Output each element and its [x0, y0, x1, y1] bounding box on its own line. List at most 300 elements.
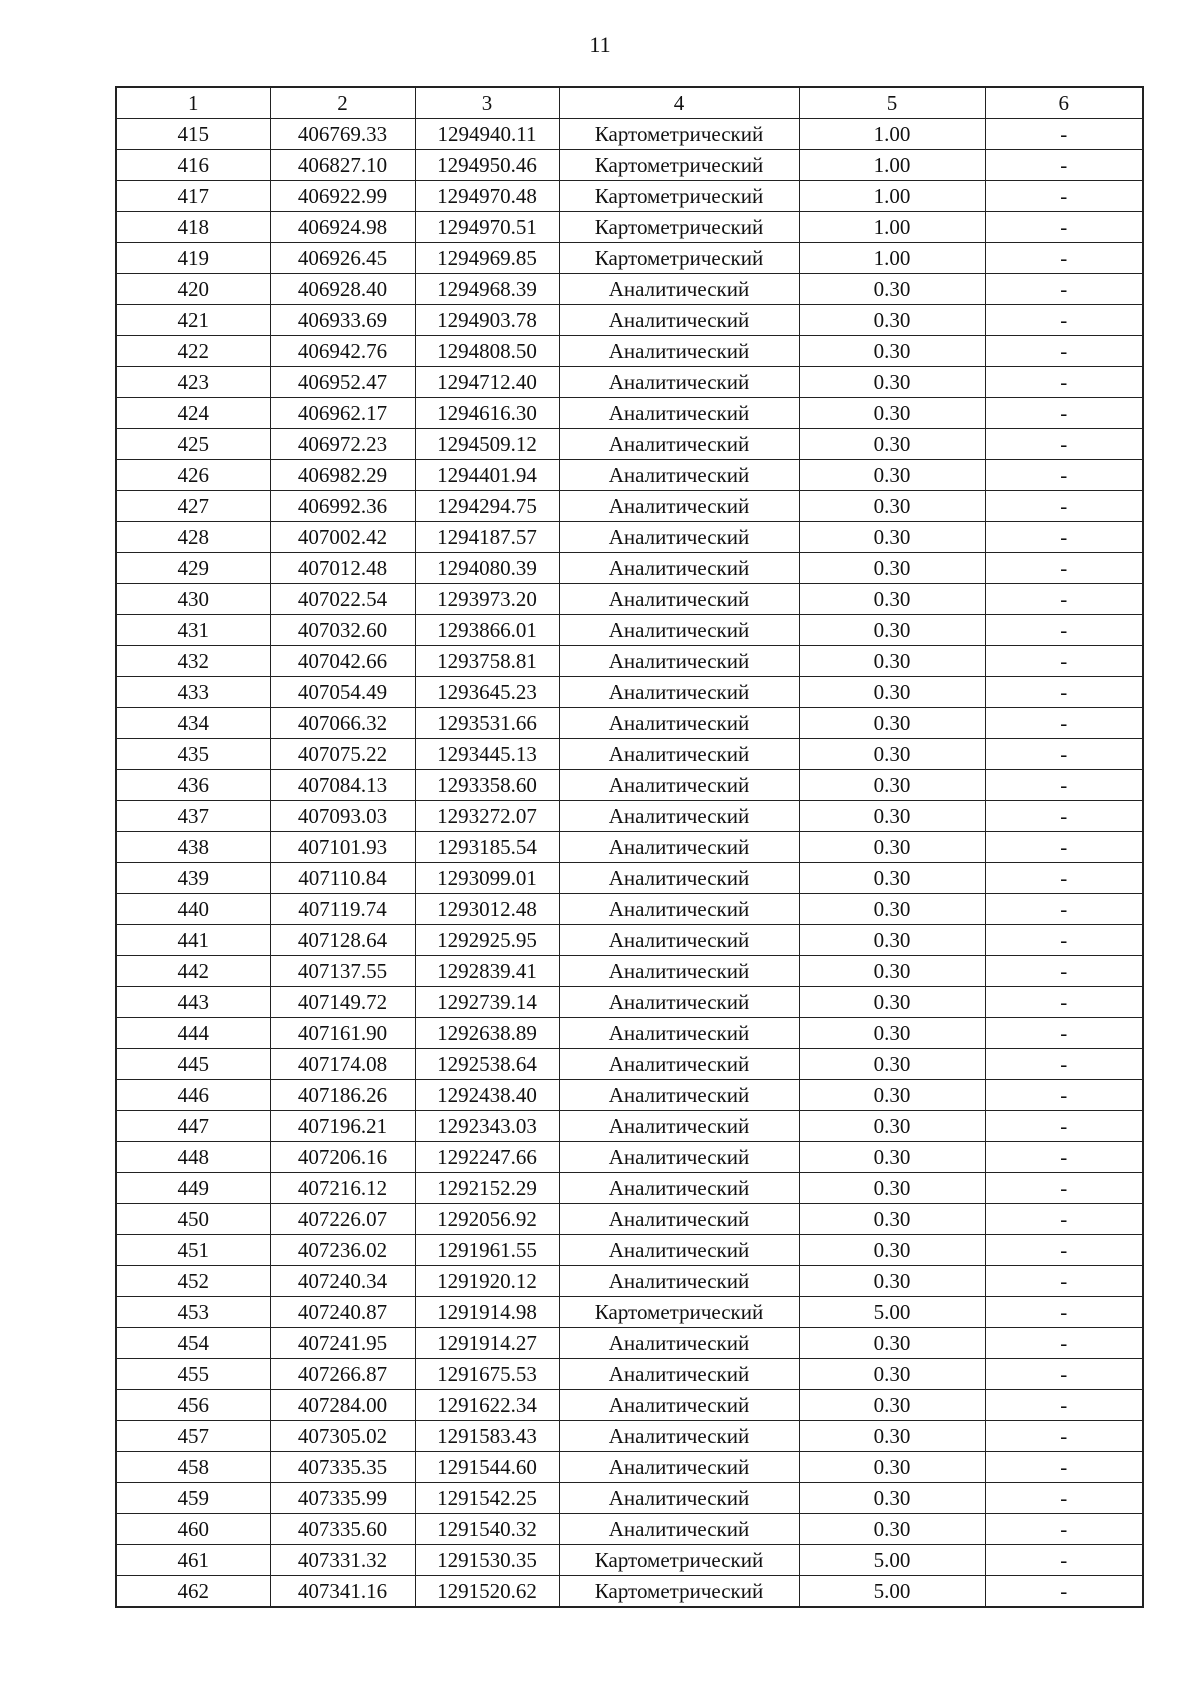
accuracy-cell: 0.30	[799, 832, 985, 863]
point-number-cell: 433	[116, 677, 270, 708]
method-cell: Аналитический	[559, 336, 799, 367]
accuracy-cell: 5.00	[799, 1297, 985, 1328]
y-coordinate-cell: 1293272.07	[415, 801, 559, 832]
accuracy-cell: 1.00	[799, 181, 985, 212]
x-coordinate-cell: 407240.34	[270, 1266, 415, 1297]
point-number-cell: 430	[116, 584, 270, 615]
y-coordinate-cell: 1293358.60	[415, 770, 559, 801]
point-number-cell: 454	[116, 1328, 270, 1359]
column-header: 2	[270, 87, 415, 119]
method-cell: Аналитический	[559, 1080, 799, 1111]
column-header: 4	[559, 87, 799, 119]
accuracy-cell: 1.00	[799, 150, 985, 181]
point-number-cell: 415	[116, 119, 270, 150]
point-number-cell: 444	[116, 1018, 270, 1049]
table-row	[116, 1359, 1143, 1390]
method-cell: Аналитический	[559, 1204, 799, 1235]
accuracy-cell: 0.30	[799, 367, 985, 398]
table-row	[116, 1452, 1143, 1483]
note-cell: -	[985, 1018, 1143, 1049]
method-cell: Аналитический	[559, 1421, 799, 1452]
note-cell: -	[985, 1111, 1143, 1142]
method-cell: Картометрический	[559, 1297, 799, 1328]
table-row	[116, 615, 1143, 646]
x-coordinate-cell: 407236.02	[270, 1235, 415, 1266]
note-cell: -	[985, 1266, 1143, 1297]
point-number-cell: 449	[116, 1173, 270, 1204]
method-cell: Аналитический	[559, 1235, 799, 1266]
column-header: 3	[415, 87, 559, 119]
point-number-cell: 427	[116, 491, 270, 522]
table-header	[116, 87, 1143, 119]
y-coordinate-cell: 1291542.25	[415, 1483, 559, 1514]
accuracy-cell: 0.30	[799, 677, 985, 708]
note-cell: -	[985, 615, 1143, 646]
x-coordinate-cell: 407335.99	[270, 1483, 415, 1514]
table-row	[116, 150, 1143, 181]
accuracy-cell: 0.30	[799, 1514, 985, 1545]
x-coordinate-cell: 406769.33	[270, 119, 415, 150]
method-cell: Аналитический	[559, 646, 799, 677]
note-cell: -	[985, 1235, 1143, 1266]
table-row	[116, 739, 1143, 770]
note-cell: -	[985, 1173, 1143, 1204]
note-cell: -	[985, 1204, 1143, 1235]
x-coordinate-cell: 407206.16	[270, 1142, 415, 1173]
point-number-cell: 425	[116, 429, 270, 460]
point-number-cell: 447	[116, 1111, 270, 1142]
method-cell: Аналитический	[559, 1049, 799, 1080]
note-cell: -	[985, 739, 1143, 770]
note-cell: -	[985, 553, 1143, 584]
method-cell: Аналитический	[559, 1514, 799, 1545]
point-number-cell: 437	[116, 801, 270, 832]
note-cell: -	[985, 832, 1143, 863]
x-coordinate-cell: 407012.48	[270, 553, 415, 584]
y-coordinate-cell: 1291920.12	[415, 1266, 559, 1297]
method-cell: Аналитический	[559, 553, 799, 584]
x-coordinate-cell: 407042.66	[270, 646, 415, 677]
y-coordinate-cell: 1291675.53	[415, 1359, 559, 1390]
point-number-cell: 423	[116, 367, 270, 398]
table-row	[116, 708, 1143, 739]
y-coordinate-cell: 1291544.60	[415, 1452, 559, 1483]
point-number-cell: 435	[116, 739, 270, 770]
method-cell: Аналитический	[559, 1452, 799, 1483]
table-row	[116, 584, 1143, 615]
point-number-cell: 417	[116, 181, 270, 212]
method-cell: Картометрический	[559, 1545, 799, 1576]
point-number-cell: 452	[116, 1266, 270, 1297]
method-cell: Картометрический	[559, 1576, 799, 1608]
method-cell: Аналитический	[559, 1483, 799, 1514]
point-number-cell: 448	[116, 1142, 270, 1173]
point-number-cell: 462	[116, 1576, 270, 1608]
x-coordinate-cell: 407241.95	[270, 1328, 415, 1359]
accuracy-cell: 0.30	[799, 336, 985, 367]
y-coordinate-cell: 1294970.48	[415, 181, 559, 212]
table-row	[116, 553, 1143, 584]
method-cell: Аналитический	[559, 305, 799, 336]
accuracy-cell: 0.30	[799, 1483, 985, 1514]
point-number-cell: 428	[116, 522, 270, 553]
y-coordinate-cell: 1293645.23	[415, 677, 559, 708]
note-cell: -	[985, 708, 1143, 739]
method-cell: Аналитический	[559, 832, 799, 863]
method-cell: Аналитический	[559, 429, 799, 460]
method-cell: Аналитический	[559, 522, 799, 553]
y-coordinate-cell: 1292247.66	[415, 1142, 559, 1173]
note-cell: -	[985, 522, 1143, 553]
point-number-cell: 439	[116, 863, 270, 894]
table-row	[116, 212, 1143, 243]
y-coordinate-cell: 1292839.41	[415, 956, 559, 987]
method-cell: Аналитический	[559, 1111, 799, 1142]
note-cell: -	[985, 956, 1143, 987]
y-coordinate-cell: 1291961.55	[415, 1235, 559, 1266]
table-row	[116, 1266, 1143, 1297]
table-row	[116, 367, 1143, 398]
table-row	[116, 429, 1143, 460]
y-coordinate-cell: 1291622.34	[415, 1390, 559, 1421]
x-coordinate-cell: 407335.60	[270, 1514, 415, 1545]
point-number-cell: 457	[116, 1421, 270, 1452]
accuracy-cell: 0.30	[799, 1173, 985, 1204]
accuracy-cell: 0.30	[799, 1452, 985, 1483]
x-coordinate-cell: 407110.84	[270, 863, 415, 894]
method-cell: Аналитический	[559, 987, 799, 1018]
note-cell: -	[985, 987, 1143, 1018]
method-cell: Аналитический	[559, 1266, 799, 1297]
y-coordinate-cell: 1291914.98	[415, 1297, 559, 1328]
x-coordinate-cell: 407305.02	[270, 1421, 415, 1452]
method-cell: Аналитический	[559, 894, 799, 925]
note-cell: -	[985, 1514, 1143, 1545]
note-cell: -	[985, 119, 1143, 150]
method-cell: Аналитический	[559, 1390, 799, 1421]
note-cell: -	[985, 1390, 1143, 1421]
y-coordinate-cell: 1294970.51	[415, 212, 559, 243]
table-row	[116, 646, 1143, 677]
note-cell: -	[985, 1452, 1143, 1483]
y-coordinate-cell: 1292438.40	[415, 1080, 559, 1111]
y-coordinate-cell: 1292538.64	[415, 1049, 559, 1080]
y-coordinate-cell: 1291583.43	[415, 1421, 559, 1452]
accuracy-cell: 0.30	[799, 1421, 985, 1452]
point-number-cell: 440	[116, 894, 270, 925]
note-cell: -	[985, 305, 1143, 336]
point-number-cell: 420	[116, 274, 270, 305]
accuracy-cell: 0.30	[799, 1204, 985, 1235]
accuracy-cell: 0.30	[799, 863, 985, 894]
y-coordinate-cell: 1292152.29	[415, 1173, 559, 1204]
table-row	[116, 894, 1143, 925]
x-coordinate-cell: 406926.45	[270, 243, 415, 274]
accuracy-cell: 0.30	[799, 1390, 985, 1421]
method-cell: Аналитический	[559, 1328, 799, 1359]
note-cell: -	[985, 1483, 1143, 1514]
accuracy-cell: 5.00	[799, 1576, 985, 1608]
accuracy-cell: 0.30	[799, 801, 985, 832]
x-coordinate-cell: 407196.21	[270, 1111, 415, 1142]
y-coordinate-cell: 1291520.62	[415, 1576, 559, 1608]
x-coordinate-cell: 407054.49	[270, 677, 415, 708]
method-cell: Аналитический	[559, 460, 799, 491]
accuracy-cell: 0.30	[799, 553, 985, 584]
method-cell: Картометрический	[559, 243, 799, 274]
x-coordinate-cell: 407266.87	[270, 1359, 415, 1390]
table-row	[116, 460, 1143, 491]
method-cell: Аналитический	[559, 1359, 799, 1390]
accuracy-cell: 1.00	[799, 243, 985, 274]
x-coordinate-cell: 407101.93	[270, 832, 415, 863]
accuracy-cell: 0.30	[799, 398, 985, 429]
note-cell: -	[985, 1576, 1143, 1608]
column-header: 1	[116, 87, 270, 119]
point-number-cell: 450	[116, 1204, 270, 1235]
header-row	[116, 87, 1143, 119]
y-coordinate-cell: 1294401.94	[415, 460, 559, 491]
x-coordinate-cell: 406933.69	[270, 305, 415, 336]
y-coordinate-cell: 1292056.92	[415, 1204, 559, 1235]
note-cell: -	[985, 1359, 1143, 1390]
note-cell: -	[985, 1328, 1143, 1359]
point-number-cell: 443	[116, 987, 270, 1018]
point-number-cell: 456	[116, 1390, 270, 1421]
table-row	[116, 1080, 1143, 1111]
y-coordinate-cell: 1291914.27	[415, 1328, 559, 1359]
x-coordinate-cell: 407240.87	[270, 1297, 415, 1328]
y-coordinate-cell: 1292343.03	[415, 1111, 559, 1142]
point-number-cell: 421	[116, 305, 270, 336]
y-coordinate-cell: 1291530.35	[415, 1545, 559, 1576]
y-coordinate-cell: 1294712.40	[415, 367, 559, 398]
point-number-cell: 431	[116, 615, 270, 646]
accuracy-cell: 0.30	[799, 925, 985, 956]
x-coordinate-cell: 407341.16	[270, 1576, 415, 1608]
x-coordinate-cell: 407119.74	[270, 894, 415, 925]
note-cell: -	[985, 1080, 1143, 1111]
y-coordinate-cell: 1294080.39	[415, 553, 559, 584]
accuracy-cell: 0.30	[799, 1359, 985, 1390]
note-cell: -	[985, 367, 1143, 398]
point-number-cell: 438	[116, 832, 270, 863]
accuracy-cell: 1.00	[799, 212, 985, 243]
column-header: 6	[985, 87, 1143, 119]
table-row	[116, 1576, 1143, 1608]
method-cell: Аналитический	[559, 491, 799, 522]
note-cell: -	[985, 1421, 1143, 1452]
method-cell: Аналитический	[559, 956, 799, 987]
point-number-cell: 446	[116, 1080, 270, 1111]
method-cell: Картометрический	[559, 150, 799, 181]
y-coordinate-cell: 1294509.12	[415, 429, 559, 460]
point-number-cell: 460	[116, 1514, 270, 1545]
accuracy-cell: 0.30	[799, 274, 985, 305]
accuracy-cell: 0.30	[799, 956, 985, 987]
x-coordinate-cell: 406972.23	[270, 429, 415, 460]
method-cell: Аналитический	[559, 801, 799, 832]
accuracy-cell: 0.30	[799, 1111, 985, 1142]
y-coordinate-cell: 1292925.95	[415, 925, 559, 956]
x-coordinate-cell: 407149.72	[270, 987, 415, 1018]
y-coordinate-cell: 1294616.30	[415, 398, 559, 429]
table-row	[116, 987, 1143, 1018]
note-cell: -	[985, 398, 1143, 429]
accuracy-cell: 0.30	[799, 460, 985, 491]
table-row	[116, 1328, 1143, 1359]
y-coordinate-cell: 1293012.48	[415, 894, 559, 925]
table-row	[116, 243, 1143, 274]
table-row	[116, 1514, 1143, 1545]
x-coordinate-cell: 407284.00	[270, 1390, 415, 1421]
y-coordinate-cell: 1294187.57	[415, 522, 559, 553]
y-coordinate-cell: 1292739.14	[415, 987, 559, 1018]
table-row	[116, 1111, 1143, 1142]
note-cell: -	[985, 646, 1143, 677]
point-number-cell: 441	[116, 925, 270, 956]
point-number-cell: 429	[116, 553, 270, 584]
accuracy-cell: 0.30	[799, 1080, 985, 1111]
accuracy-cell: 0.30	[799, 1235, 985, 1266]
point-number-cell: 458	[116, 1452, 270, 1483]
accuracy-cell: 0.30	[799, 1142, 985, 1173]
page-number: 11	[589, 32, 611, 57]
x-coordinate-cell: 407128.64	[270, 925, 415, 956]
note-cell: -	[985, 181, 1143, 212]
note-cell: -	[985, 584, 1143, 615]
x-coordinate-cell: 406952.47	[270, 367, 415, 398]
x-coordinate-cell: 407186.26	[270, 1080, 415, 1111]
y-coordinate-cell: 1293973.20	[415, 584, 559, 615]
table-row	[116, 1204, 1143, 1235]
accuracy-cell: 0.30	[799, 522, 985, 553]
y-coordinate-cell: 1292638.89	[415, 1018, 559, 1049]
x-coordinate-cell: 406922.99	[270, 181, 415, 212]
y-coordinate-cell: 1293531.66	[415, 708, 559, 739]
y-coordinate-cell: 1294903.78	[415, 305, 559, 336]
table-row	[116, 1545, 1143, 1576]
accuracy-cell: 0.30	[799, 770, 985, 801]
table-row	[116, 956, 1143, 987]
method-cell: Аналитический	[559, 615, 799, 646]
accuracy-cell: 0.30	[799, 894, 985, 925]
accuracy-cell: 0.30	[799, 491, 985, 522]
accuracy-cell: 0.30	[799, 1018, 985, 1049]
note-cell: -	[985, 1297, 1143, 1328]
table-body	[116, 119, 1143, 1608]
point-number-cell: 461	[116, 1545, 270, 1576]
x-coordinate-cell: 407066.32	[270, 708, 415, 739]
point-number-cell: 459	[116, 1483, 270, 1514]
point-number-cell: 455	[116, 1359, 270, 1390]
method-cell: Аналитический	[559, 1173, 799, 1204]
note-cell: -	[985, 894, 1143, 925]
note-cell: -	[985, 336, 1143, 367]
x-coordinate-cell: 406942.76	[270, 336, 415, 367]
method-cell: Аналитический	[559, 367, 799, 398]
accuracy-cell: 0.30	[799, 615, 985, 646]
accuracy-cell: 0.30	[799, 1266, 985, 1297]
x-coordinate-cell: 407226.07	[270, 1204, 415, 1235]
x-coordinate-cell: 407335.35	[270, 1452, 415, 1483]
table-row	[116, 1235, 1143, 1266]
point-number-cell: 422	[116, 336, 270, 367]
point-number-cell: 416	[116, 150, 270, 181]
method-cell: Аналитический	[559, 677, 799, 708]
x-coordinate-cell: 407093.03	[270, 801, 415, 832]
y-coordinate-cell: 1294294.75	[415, 491, 559, 522]
table-row	[116, 491, 1143, 522]
method-cell: Картометрический	[559, 119, 799, 150]
note-cell: -	[985, 460, 1143, 491]
point-number-cell: 442	[116, 956, 270, 987]
note-cell: -	[985, 274, 1143, 305]
table-row	[116, 1421, 1143, 1452]
y-coordinate-cell: 1293758.81	[415, 646, 559, 677]
point-number-cell: 426	[116, 460, 270, 491]
method-cell: Картометрический	[559, 212, 799, 243]
x-coordinate-cell: 407331.32	[270, 1545, 415, 1576]
note-cell: -	[985, 212, 1143, 243]
method-cell: Аналитический	[559, 1018, 799, 1049]
column-header: 5	[799, 87, 985, 119]
x-coordinate-cell: 407022.54	[270, 584, 415, 615]
table-row	[116, 1483, 1143, 1514]
y-coordinate-cell: 1293185.54	[415, 832, 559, 863]
note-cell: -	[985, 150, 1143, 181]
note-cell: -	[985, 1049, 1143, 1080]
method-cell: Аналитический	[559, 863, 799, 894]
accuracy-cell: 1.00	[799, 119, 985, 150]
method-cell: Аналитический	[559, 925, 799, 956]
accuracy-cell: 0.30	[799, 646, 985, 677]
method-cell: Аналитический	[559, 274, 799, 305]
x-coordinate-cell: 406982.29	[270, 460, 415, 491]
point-number-cell: 418	[116, 212, 270, 243]
table-row	[116, 1018, 1143, 1049]
table-row	[116, 801, 1143, 832]
method-cell: Аналитический	[559, 1142, 799, 1173]
x-coordinate-cell: 407084.13	[270, 770, 415, 801]
accuracy-cell: 0.30	[799, 739, 985, 770]
method-cell: Аналитический	[559, 739, 799, 770]
y-coordinate-cell: 1291540.32	[415, 1514, 559, 1545]
table-row	[116, 677, 1143, 708]
accuracy-cell: 0.30	[799, 305, 985, 336]
note-cell: -	[985, 801, 1143, 832]
accuracy-cell: 0.30	[799, 708, 985, 739]
point-number-cell: 453	[116, 1297, 270, 1328]
accuracy-cell: 0.30	[799, 429, 985, 460]
accuracy-cell: 0.30	[799, 1328, 985, 1359]
accuracy-cell: 0.30	[799, 987, 985, 1018]
table-row	[116, 832, 1143, 863]
note-cell: -	[985, 677, 1143, 708]
table-row	[116, 305, 1143, 336]
table-row	[116, 1390, 1143, 1421]
table-row	[116, 336, 1143, 367]
accuracy-cell: 0.30	[799, 584, 985, 615]
x-coordinate-cell: 407174.08	[270, 1049, 415, 1080]
x-coordinate-cell: 407161.90	[270, 1018, 415, 1049]
table-row	[116, 398, 1143, 429]
point-number-cell: 451	[116, 1235, 270, 1266]
x-coordinate-cell: 407216.12	[270, 1173, 415, 1204]
x-coordinate-cell: 407002.42	[270, 522, 415, 553]
method-cell: Аналитический	[559, 398, 799, 429]
y-coordinate-cell: 1293866.01	[415, 615, 559, 646]
